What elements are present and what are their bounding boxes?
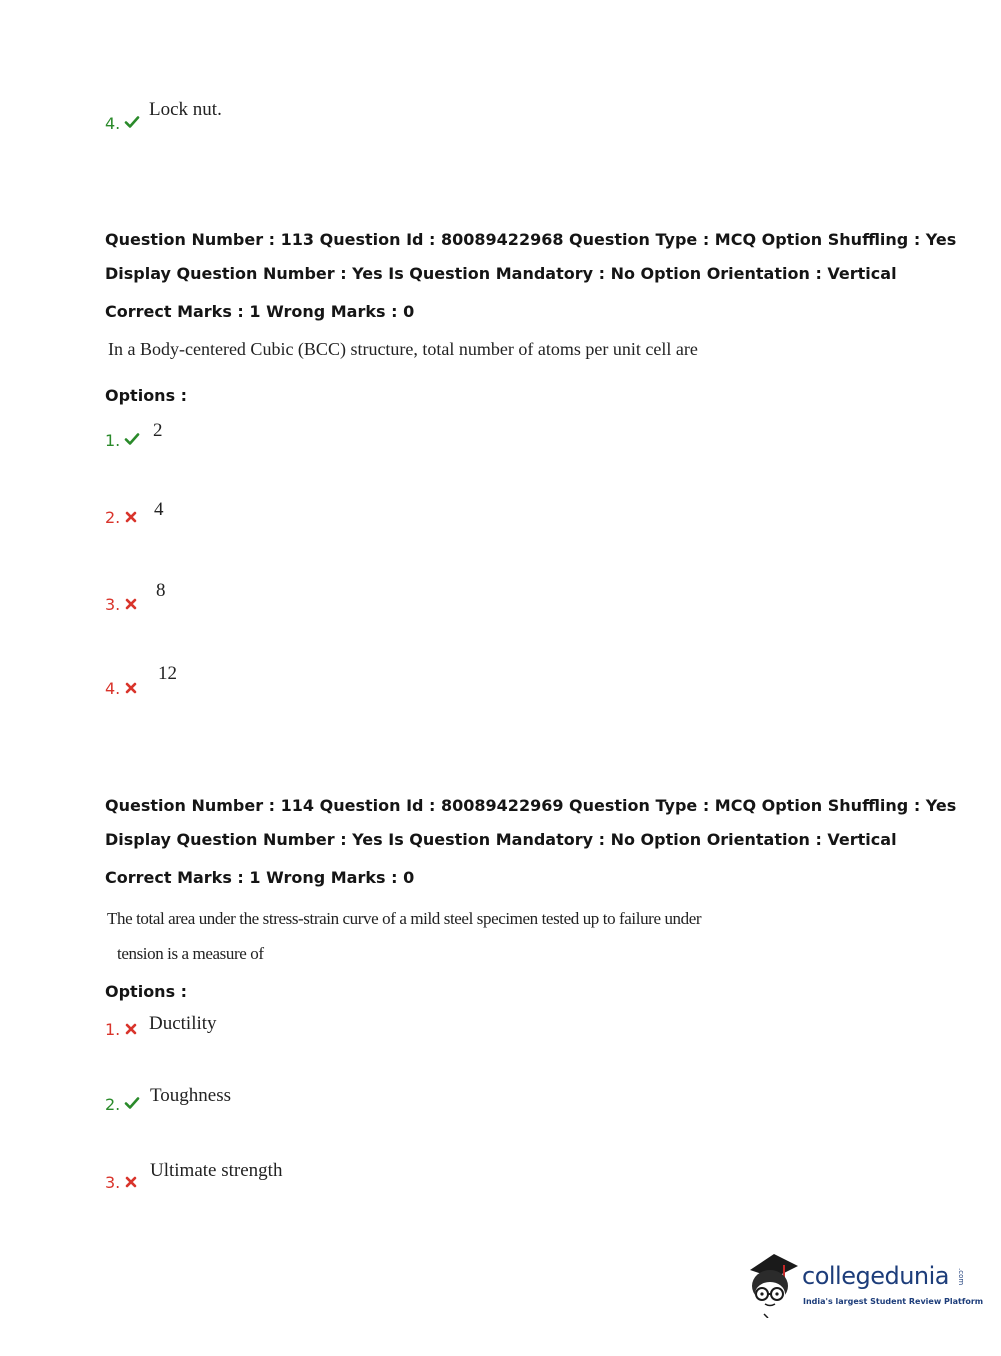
cross-icon [124,681,138,695]
question-text: In a Body-centered Cubic (BCC) structure, total number of atoms per unit cell are [108,339,698,359]
option-text: Lock nut. [149,99,222,120]
options-label: Options : [105,386,188,405]
mascot-icon [742,1248,802,1318]
option-text: 4 [154,499,164,520]
option-number [105,595,138,614]
option-number [105,1020,138,1039]
option-text: Ultimate strength [150,1160,283,1181]
option-text: 2 [153,420,163,441]
option-number [105,1095,140,1114]
check-icon [124,114,140,130]
question-marks: Correct Marks : 1 Wrong Marks : 0 [105,302,415,321]
option-text: Ductility [149,1013,217,1034]
option-number [105,431,140,450]
collegedunia-logo [742,1248,984,1318]
cross-icon [124,597,138,611]
question-text: The total area under the stress-strain curve of a mild steel specimen tested up to failure under [107,909,702,928]
question-marks: Correct Marks : 1 Wrong Marks : 0 [105,868,415,887]
logo-suffix: .com [957,1268,965,1286]
cross-icon [124,1022,138,1036]
question-meta-line: Display Question Number : Yes Is Question Mandatory : No Option Orientation : Vertical [105,264,897,283]
question-meta-line: Display Question Number : Yes Is Question Mandatory : No Option Orientation : Vertical [105,830,897,849]
option-text: 12 [158,663,177,684]
question-meta-line: Question Number : 113 Question Id : 80089422968 Question Type : MCQ Option Shuffling : Yes [105,230,957,249]
question-text: tension is a measure of [117,944,264,963]
check-icon [124,1095,140,1111]
option-number-label: 2. [105,1095,121,1114]
option-number [105,679,138,698]
logo-tagline: India's largest Student Review Platform [803,1297,984,1306]
logo-wordmark: collegedunia [802,1262,950,1290]
option-number-label: 3. [105,1173,121,1192]
cross-icon [124,1175,138,1189]
options-label: Options : [105,982,188,1001]
option-number-label: 4. [105,114,121,133]
check-icon [124,431,140,447]
option-number-label: 1. [105,1020,121,1039]
option-number-label: 1. [105,431,121,450]
option-number-label: 3. [105,595,121,614]
cross-icon [124,510,138,524]
question-meta-line: Question Number : 114 Question Id : 80089422969 Question Type : MCQ Option Shuffling : Yes [105,796,957,815]
option-text: 8 [156,580,166,601]
option-number [105,508,138,527]
option-number-label: 2. [105,508,121,527]
option-text: Toughness [150,1085,232,1106]
option-number [105,1173,138,1192]
option-number [105,114,140,133]
option-number-label: 4. [105,679,121,698]
